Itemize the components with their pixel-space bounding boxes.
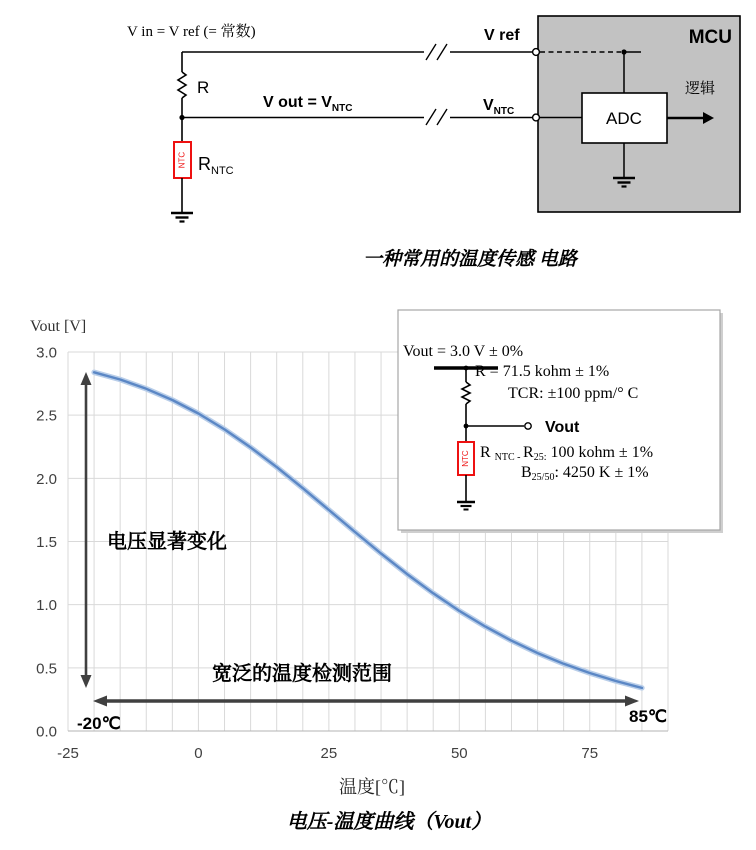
ntc-symbol-text: NTC: [177, 151, 187, 169]
junction-dot: [179, 115, 184, 120]
y-tick-label: 2.5: [36, 407, 57, 425]
inset-rail-dot: [464, 366, 469, 371]
vout-temperature-chart: [0, 280, 756, 850]
wire-break-vout: [426, 109, 447, 125]
inset-vout-terminal: [525, 423, 531, 429]
temperature-sensing-circuit-diagram: [0, 0, 756, 280]
chart-caption: 电压-温度曲线（Vout）: [286, 811, 492, 833]
annotation-voltage-change: 电压显著变化: [107, 531, 227, 553]
inset-rntc-value: R NTC - R25: 100 kohm ± 1%: [480, 444, 654, 463]
y-tick-label: 0.5: [36, 660, 57, 678]
inset-conditions-box: [398, 310, 723, 533]
wire-break-vref: [426, 44, 447, 60]
inset-b-value: B25/50: 4250 K ± 1%: [521, 464, 649, 483]
y-axis-title: Vout [V]: [30, 318, 87, 335]
x-tick-label: 0: [194, 745, 203, 762]
vin-equation-label: V in = V ref (= 常数): [127, 24, 256, 40]
voltage-range-arrow: [81, 372, 92, 688]
vref-pin-label: V ref: [484, 27, 520, 44]
range-min-label: -20℃: [77, 714, 121, 733]
resistor-r-symbol: [178, 72, 186, 98]
logic-label: 逻辑: [685, 81, 716, 97]
y-tick-label: 0.0: [36, 723, 57, 741]
inset-r-value: R = 71.5 kohm ± 1%: [475, 363, 610, 380]
resistor-r-label: R: [197, 78, 210, 97]
rntc-label: $R_{NTC}$: [198, 154, 234, 177]
y-tick-label: 1.0: [36, 597, 57, 615]
x-tick-label: 75: [581, 745, 599, 762]
temperature-range-arrow: [93, 696, 639, 707]
vntc-terminal: [533, 114, 540, 121]
vref-terminal: [533, 49, 540, 56]
y-tick-label: 1.5: [36, 534, 57, 551]
ground-symbol-left: [171, 213, 193, 222]
mcu-label: MCU: [688, 27, 732, 48]
x-axis-title: 温度[℃]: [339, 777, 405, 797]
range-max-label: 85℃: [628, 707, 667, 726]
x-tick-label: 50: [450, 745, 468, 762]
x-tick-label: 25: [320, 745, 338, 762]
y-tick-label: 2.0: [36, 470, 57, 488]
x-tick-label: -25: [57, 745, 79, 762]
annotation-temp-range: 宽泛的温度检测范围: [212, 663, 392, 685]
circuit-caption: 一种常用的温度传感 电路: [363, 249, 577, 270]
y-tick-label: 3.0: [36, 344, 57, 362]
vntc-pin-label: $V_{NTC}$: [483, 97, 515, 117]
inset-ntc-symbol-text: NTC: [461, 450, 471, 467]
vout-equation-label: V out = $V_{NTC}$: [263, 94, 353, 114]
inset-tcr-value: TCR: ±100 ppm/° C: [508, 385, 639, 402]
adc-label: ADC: [606, 109, 642, 128]
inset-vout-node-label: Vout: [545, 419, 580, 436]
inset-vout-condition: Vout = 3.0 V ± 0%: [403, 343, 524, 360]
